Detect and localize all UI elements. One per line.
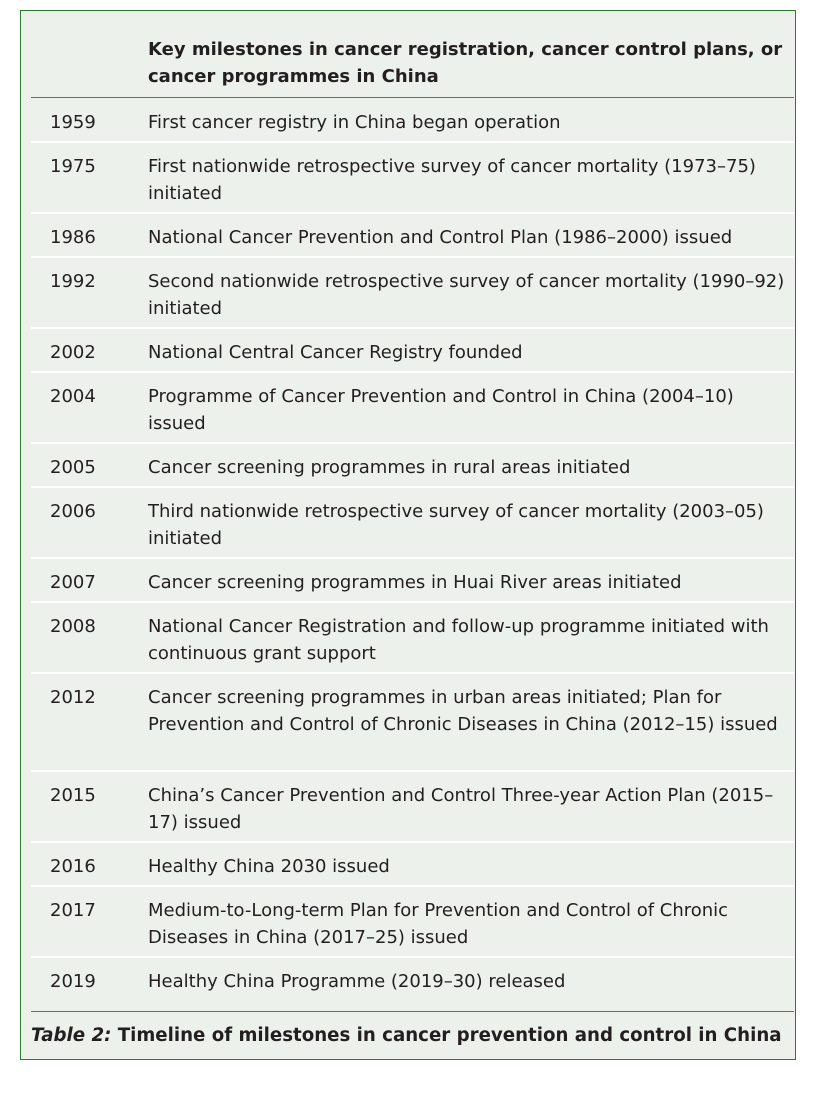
caption-text: Timeline of milestones in cancer prevention and control in China bbox=[111, 1025, 782, 1046]
row-separator bbox=[31, 371, 794, 373]
row-separator bbox=[31, 956, 794, 958]
year-cell: 2012 bbox=[50, 687, 96, 708]
description-cell: Second nationwide retrospective survey of cancer mortality (1990–92) initiated bbox=[148, 271, 785, 319]
year-cell: 1986 bbox=[50, 227, 96, 248]
description-cell: Third nationwide retrospective survey of cancer mortality (2003–05) initiated bbox=[148, 501, 764, 549]
year-cell: 2019 bbox=[50, 971, 96, 992]
row-separator bbox=[31, 557, 794, 559]
year-cell: 2016 bbox=[50, 856, 96, 877]
description-cell: Cancer screening programmes in rural areas initiated bbox=[148, 457, 631, 478]
caption-label: Table 2: bbox=[31, 1025, 112, 1046]
milestones-table bbox=[20, 10, 796, 1060]
year-cell: 2015 bbox=[50, 785, 96, 806]
year-cell: 2007 bbox=[50, 572, 96, 593]
year-cell: 1992 bbox=[50, 271, 96, 292]
description-cell: Medium-to-Long-term Plan for Prevention and Control of Chronic Diseases in China (2017–25) issued bbox=[148, 900, 729, 948]
description-cell: First cancer registry in China began operation bbox=[148, 112, 561, 133]
row-separator bbox=[31, 442, 794, 444]
row-separator bbox=[31, 672, 794, 674]
description-cell: Cancer screening programmes in Huai River areas initiated bbox=[148, 572, 682, 593]
year-cell: 1959 bbox=[50, 112, 96, 133]
year-cell: 2002 bbox=[50, 342, 96, 363]
table-caption bbox=[31, 1022, 794, 1049]
description-cell: Healthy China Programme (2019–30) released bbox=[148, 971, 566, 992]
year-cell: 1975 bbox=[50, 156, 96, 177]
description-cell: National Central Cancer Registry founded bbox=[148, 342, 523, 363]
year-cell: 2008 bbox=[50, 616, 96, 637]
description-cell: China’s Cancer Prevention and Control Three-year Action Plan (2015–17) issued bbox=[148, 785, 774, 833]
description-cell: National Cancer Prevention and Control Plan (1986–2000) issued bbox=[148, 227, 733, 248]
row-separator bbox=[31, 885, 794, 887]
description-cell: Programme of Cancer Prevention and Control in China (2004–10) issued bbox=[148, 386, 734, 434]
caption-rule bbox=[31, 1011, 794, 1012]
row-separator bbox=[31, 841, 794, 843]
row-separator bbox=[31, 770, 794, 772]
description-cell: Healthy China 2030 issued bbox=[148, 856, 390, 877]
year-cell: 2017 bbox=[50, 900, 96, 921]
year-cell: 2004 bbox=[50, 386, 96, 407]
table-header-title: Key milestones in cancer registration, cancer control plans, or cancer programmes in China bbox=[148, 39, 783, 87]
row-separator bbox=[31, 141, 794, 143]
header-rule bbox=[31, 97, 794, 98]
row-separator bbox=[31, 327, 794, 329]
description-cell: National Cancer Registration and follow-up programme initiated with continuous grant support bbox=[148, 616, 769, 664]
year-cell: 2006 bbox=[50, 501, 96, 522]
row-separator bbox=[31, 212, 794, 214]
description-cell: First nationwide retrospective survey of cancer mortality (1973–75) initiated bbox=[148, 156, 756, 204]
row-separator bbox=[31, 601, 794, 603]
year-cell: 2005 bbox=[50, 457, 96, 478]
row-separator bbox=[31, 256, 794, 258]
row-separator bbox=[31, 486, 794, 488]
description-cell: Cancer screening programmes in urban areas initiated; Plan for Prevention and Control of Chronic Diseases in China (2012–15) issued bbox=[148, 687, 778, 735]
